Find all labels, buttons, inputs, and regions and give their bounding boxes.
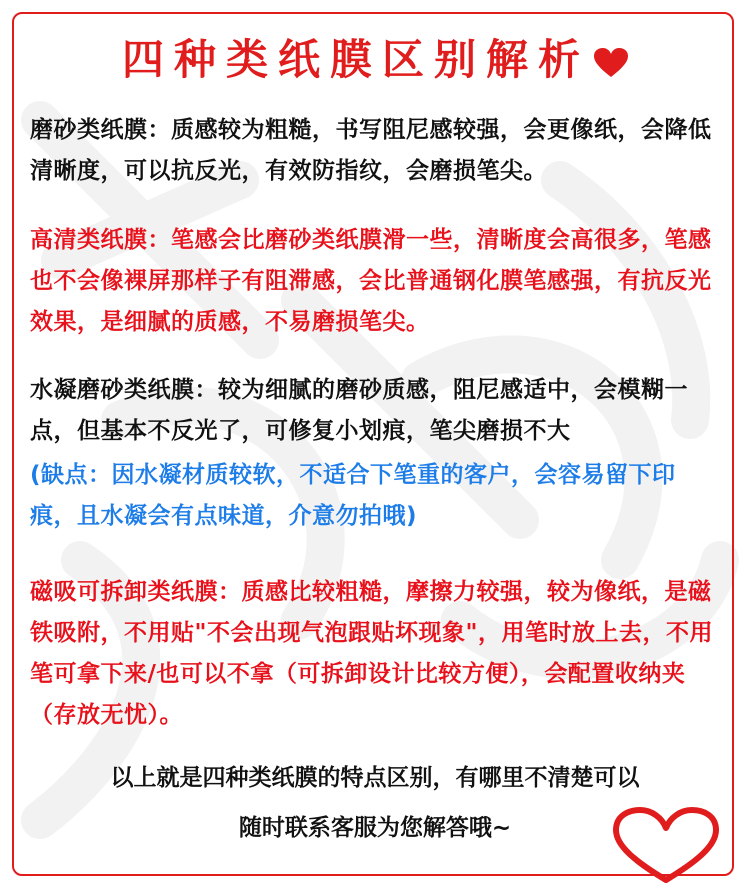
title-text: 四种类纸膜区别解析 (121, 35, 590, 84)
section-matte-film: 磨砂类纸膜：质感较为粗糙，书写阻尼感较强，会更像纸，会降低清晰度，可以抗反光，有效防指纹，会磨损笔尖。 (30, 117, 712, 184)
closing-line-1: 以上就是四种类纸膜的特点区别，有哪里不清楚可以 (110, 765, 640, 791)
page-title (0, 30, 750, 90)
heart-icon (594, 48, 628, 78)
section-hydrogel-drawback: (缺点：因水凝材质较软，不适合下笔重的客户，会容易留下印痕，且水凝会有点味道，介意勿拍哦) (30, 462, 676, 529)
section-hydrogel-film: 水凝磨砂类纸膜：较为细腻的磨砂质感，阻尼感适中，会模糊一点，但基本不反光了，可修复小划痕，笔尖磨损不大 (30, 377, 688, 444)
closing-line-2: 随时联系客服为您解答哦~ (238, 815, 512, 841)
heart-outline-icon (606, 806, 726, 886)
section-magnetic-film: 磁吸可拆卸类纸膜：质感比较粗糙，摩擦力较强，较为像纸，是磁铁吸附，不用贴"不会出现气泡跟贴坏现象"，用笔时放上去，不用笔可拿下来/也可以不拿（可拆卸设计比较方便），会配置收纳夹（存放无忧）。 (30, 579, 713, 728)
section-hd-film: 高清类纸膜：笔感会比磨砂类纸膜滑一些，清晰度会高很多，笔感也不会像裸屏那样子有阻滞感，会比普通钢化膜笔感强，有抗反光效果，是细腻的质感，不易磨损笔尖。 (30, 227, 712, 335)
